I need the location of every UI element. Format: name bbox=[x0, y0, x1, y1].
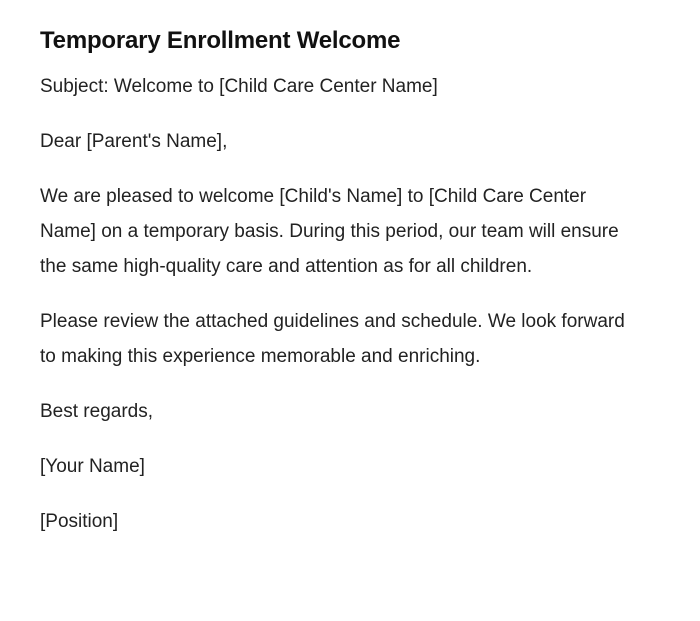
body-paragraph: We are pleased to welcome [Child's Name] to [Child Care Center Name] on a temporary basis. During this period, our team will ensure the same high-quality care and attention as for all children. bbox=[40, 186, 619, 277]
signature-name: [Your Name] bbox=[40, 456, 145, 477]
subject-line: Subject: Welcome to [Child Care Center Name] bbox=[40, 76, 438, 97]
document-title: Temporary Enrollment Welcome bbox=[40, 27, 401, 54]
signature-position: [Position] bbox=[40, 511, 119, 532]
closing: Best regards, bbox=[40, 401, 153, 422]
body-paragraph: Please review the attached guidelines and schedule. We look forward to making this experience memorable and enriching. bbox=[40, 311, 625, 367]
letter-document bbox=[40, 24, 640, 539]
greeting: Dear [Parent's Name], bbox=[40, 131, 228, 152]
